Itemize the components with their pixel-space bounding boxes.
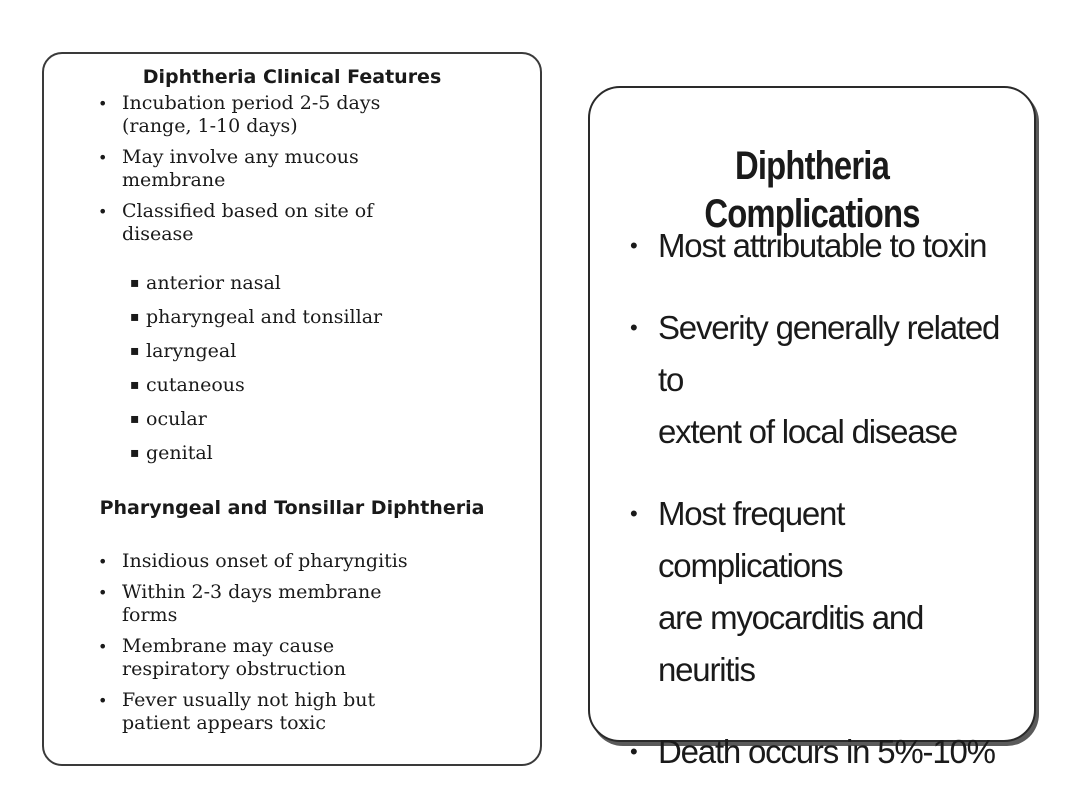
sub-list-item: [44, 272, 540, 295]
sub-list-item: [44, 374, 540, 397]
pharyngeal-tonsillar-heading: Pharyngeal and Tonsillar Diphtheria: [99, 497, 485, 519]
list-item-text: Membrane may cause respiratory obstruction: [122, 635, 346, 680]
clinical-features-card: [42, 52, 542, 766]
bullet-icon: •: [630, 233, 638, 258]
square-bullet-icon: ▪: [130, 445, 140, 461]
complications-list: [590, 220, 1034, 808]
square-bullet-icon: ▪: [130, 343, 140, 359]
clinical-features-heading: Diphtheria Clinical Features: [142, 66, 442, 88]
pharyngeal-tonsillar-list: [44, 550, 540, 743]
sub-list-item-text: genital: [146, 442, 213, 464]
bullet-icon: •: [630, 739, 638, 764]
list-item: [44, 550, 540, 573]
list-item-text: Classified based on site of disease: [122, 200, 374, 245]
bullet-icon: •: [98, 691, 108, 710]
disease-site-list: [44, 272, 540, 476]
list-item: [590, 302, 1034, 458]
bullet-icon: •: [98, 148, 108, 167]
sub-list-item: [44, 408, 540, 431]
complications-card: [588, 86, 1036, 770]
bullet-icon: •: [98, 94, 108, 113]
list-item-text: Fever usually not high but patient appears toxic: [122, 689, 376, 734]
list-item-text: Within 2-3 days membrane forms: [122, 581, 382, 626]
sub-list-item-text: ocular: [146, 408, 207, 430]
sub-list-item-text: pharyngeal and tonsillar: [146, 306, 383, 328]
sub-list-item: [44, 340, 540, 363]
list-item: [44, 146, 540, 192]
list-item-text: Most frequent complications are myocarditis and neuritis: [658, 495, 924, 688]
complications-heading: Diphtheria Complications: [704, 144, 920, 236]
sub-list-item: [44, 442, 540, 465]
list-item: [590, 726, 1034, 778]
bullet-icon: •: [98, 637, 108, 656]
list-item: [590, 220, 1034, 272]
list-item: [44, 581, 540, 627]
list-item: [44, 92, 540, 138]
list-item-text: Most attributable to toxin: [658, 227, 987, 264]
list-item-text: May involve any mucous membrane: [122, 146, 359, 191]
bullet-icon: •: [98, 202, 108, 221]
list-item: [44, 635, 540, 681]
list-item-text: Insidious onset of pharyngitis: [122, 550, 408, 572]
bullet-icon: •: [630, 501, 638, 526]
list-item-text: Incubation period 2-5 days (range, 1-10 days): [122, 92, 381, 137]
list-item: [590, 488, 1034, 696]
list-item-text: Severity generally related to extent of local disease: [658, 309, 1000, 450]
list-item-text: Death occurs in 5%-10%: [658, 733, 995, 770]
square-bullet-icon: ▪: [130, 411, 140, 427]
list-item: [44, 200, 540, 246]
square-bullet-icon: ▪: [130, 275, 140, 291]
clinical-features-list: [44, 92, 540, 254]
list-item: [44, 689, 540, 735]
bullet-icon: •: [98, 552, 108, 571]
sub-list-item-text: cutaneous: [146, 374, 245, 396]
square-bullet-icon: ▪: [130, 309, 140, 325]
sub-list-item-text: anterior nasal: [146, 272, 281, 294]
sub-list-item-text: laryngeal: [146, 340, 237, 362]
bullet-icon: •: [630, 315, 638, 340]
bullet-icon: •: [98, 583, 108, 602]
sub-list-item: [44, 306, 540, 329]
square-bullet-icon: ▪: [130, 377, 140, 393]
